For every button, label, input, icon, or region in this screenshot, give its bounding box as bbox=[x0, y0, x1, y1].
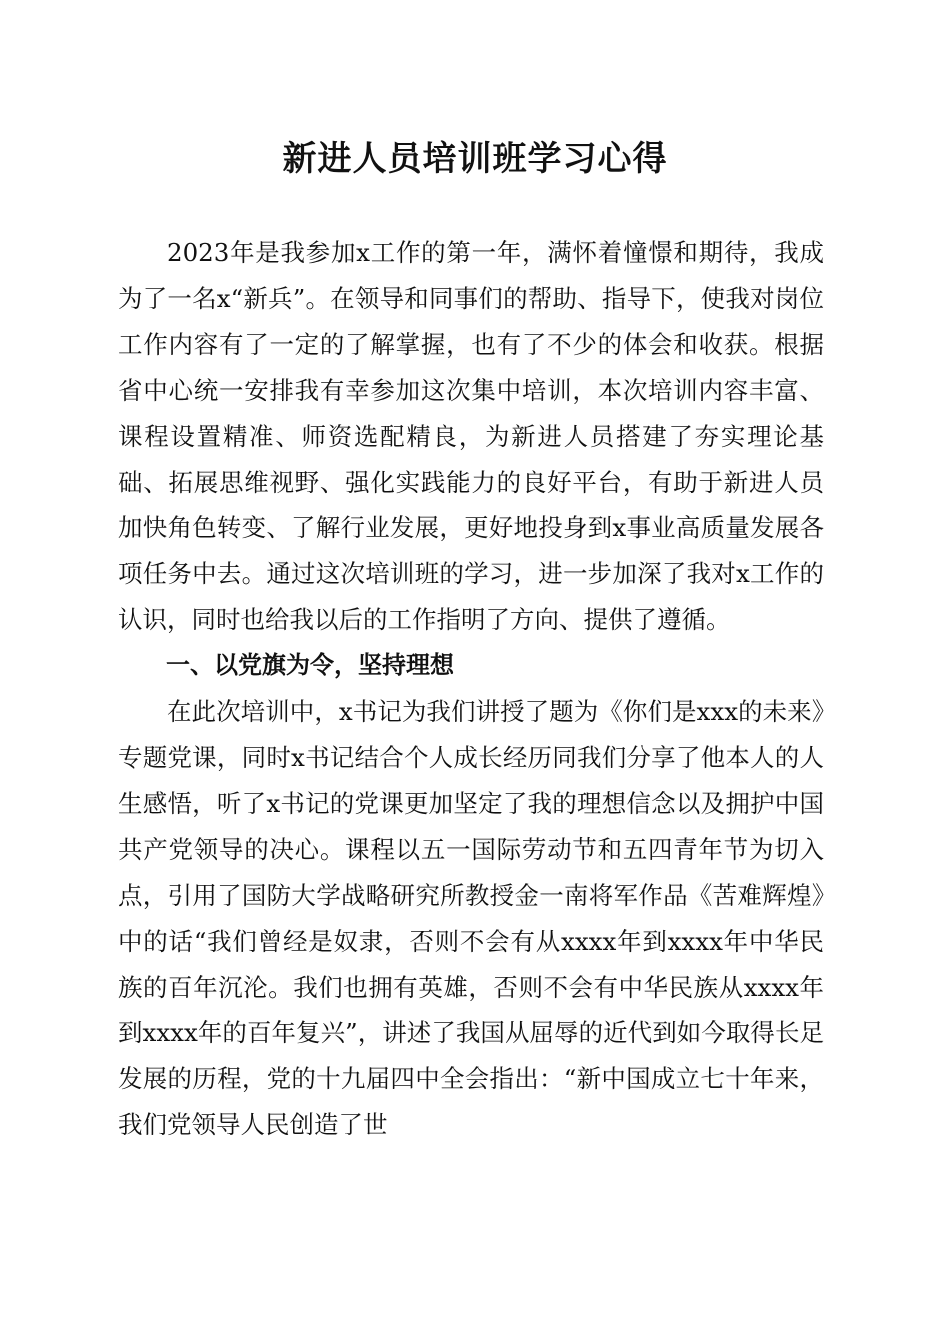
section-1-paragraph: 在此次培训中，x书记为我们讲授了题为《你们是xxx的未来》专题党课，同时x书记结合个人成长经历同我们分享了他本人的人生感悟，听了x书记的党课更加坚定了我的理想信念以及拥护中国共产党领导的决心。课程以五一国际劳动节和五四青年节为切入点，引用了国防大学战略研究所教授金一南将军作品《苦难辉煌》中的话“我们曾经是奴隶，否则不会有从xxxx年到xxxx年中华民族的百年沉沦。我们也拥有英雄，否则不会有中华民族从xxxx年到xxxx年的百年复兴”，讲述了我国从屈辱的近代到如今取得长足发展的历程，党的十九届四中全会指出：“新中国成立七十年来，我们党领导人民创造了世 bbox=[118, 697, 824, 1140]
document-title: 新进人员培训班学习心得 bbox=[282, 139, 668, 179]
document-body bbox=[118, 230, 824, 1148]
intro-paragraph: 2023年是我参加x工作的第一年，满怀着憧憬和期待，我成为了一名x“新兵”。在领导和同事们的帮助、指导下，使我对岗位工作内容有了一定的了解掌握，也有了不少的体会和收获。根据省中心统一安排我有幸参加这次集中培训，本次培训内容丰富、课程设置精准、师资选配精良，为新进人员搭建了夯实理论基础、拓展思维视野、强化实践能力的良好平台，有助于新进人员加快角色转变、了解行业发展，更好地投身到x事业高质量发展各项任务中去。通过这次培训班的学习，进一步加深了我对x工作的认识，同时也给我以后的工作指明了方向、提供了遵循。 bbox=[118, 238, 824, 635]
section-heading-1: 一、以党旗为令，坚持理想 bbox=[166, 651, 454, 680]
